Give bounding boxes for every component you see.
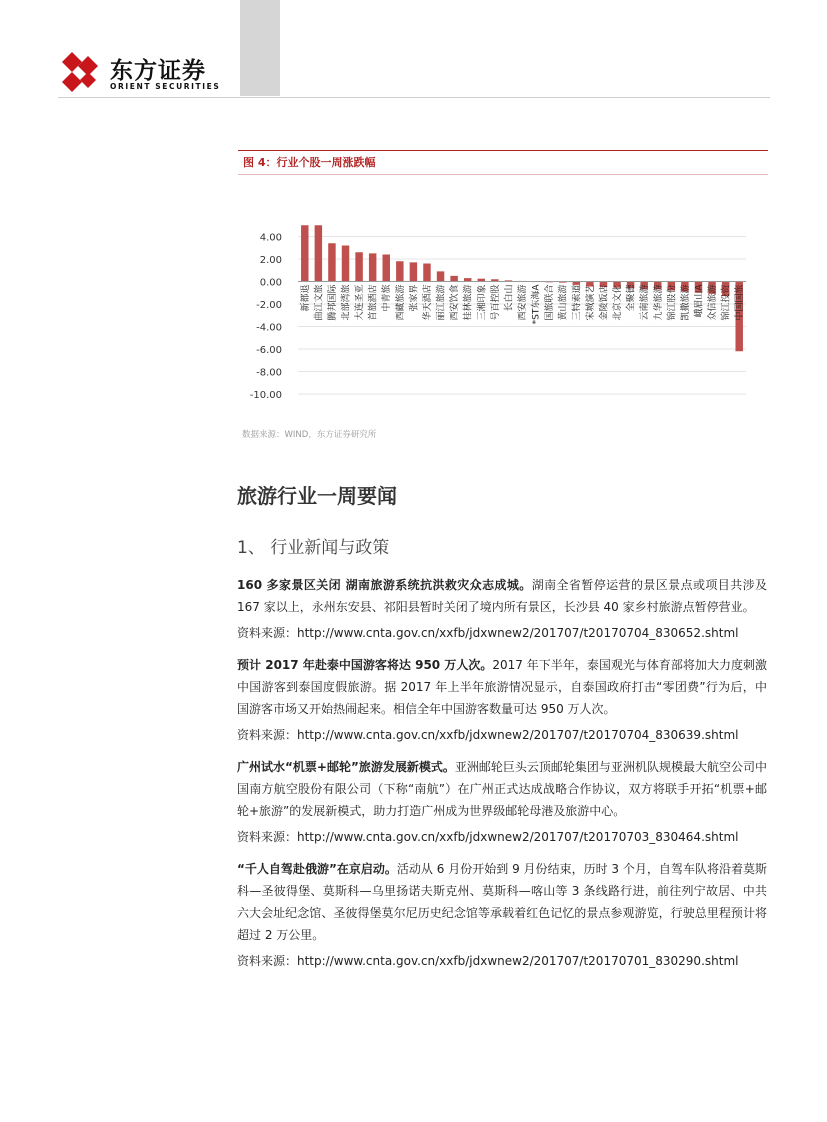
brand-logo xyxy=(58,50,228,100)
category-label: 新都退 xyxy=(300,284,311,312)
figure-title-rule xyxy=(238,174,768,175)
y-tick-label: 4.00 xyxy=(259,232,282,244)
bar xyxy=(369,253,376,281)
y-tick-label: 2.00 xyxy=(259,255,282,266)
bar xyxy=(423,264,430,282)
header-divider xyxy=(58,97,770,98)
bar xyxy=(464,278,471,281)
bar xyxy=(301,225,308,281)
category-label: 三湘印象 xyxy=(477,284,488,321)
bar xyxy=(396,261,403,281)
section-subtitle: 1、 行业新闻与政策 xyxy=(237,538,390,558)
category-label: 丽江旅游 xyxy=(436,284,447,321)
brand-name-en: ORIENT SECURITIES xyxy=(110,82,221,91)
news-source: 资料来源：http://www.cnta.gov.cn/xxfb/jdxwnew2/201707/t20170704_830652.shtml xyxy=(237,626,739,640)
category-label: 国旅联合 xyxy=(545,284,556,321)
figure-title: 图 4：行业个股一周涨跌幅 xyxy=(243,156,376,169)
category-label: 宋城演艺 xyxy=(585,284,596,321)
category-label: 西安饮食 xyxy=(450,284,461,321)
brand-name-zh: 东方证券 xyxy=(110,58,206,84)
category-label: 号百控股 xyxy=(490,284,501,321)
bar xyxy=(383,255,390,282)
category-label: 西藏旅游 xyxy=(395,284,406,321)
y-tick-label: -4.00 xyxy=(256,322,282,334)
news-item-2 xyxy=(237,654,767,720)
bar xyxy=(328,243,335,281)
category-label: 华天酒店 xyxy=(422,284,433,321)
orient-logo-icon xyxy=(58,50,106,94)
category-label: 腾邦国际 xyxy=(327,284,338,321)
category-label: 锦江股份 xyxy=(667,284,678,321)
chart-y-axis xyxy=(250,233,282,402)
category-label: 中国国旅 xyxy=(735,284,746,321)
category-label: 锦江投资 xyxy=(721,284,732,321)
news-item-3 xyxy=(237,756,767,822)
news-headline: 广州试水“机票+邮轮”旅游发展新模式。 xyxy=(237,760,455,774)
bar xyxy=(437,271,444,281)
news-list xyxy=(237,574,767,982)
category-label: 云南旅游 xyxy=(640,284,651,321)
news-source: 资料来源：http://www.cnta.gov.cn/xxfb/jdxwnew2/201707/t20170704_830639.shtml xyxy=(237,728,739,742)
category-label: *ST东海A xyxy=(531,284,542,325)
figure-top-rule xyxy=(238,150,768,151)
category-label: 曲江文旅 xyxy=(314,284,325,321)
news-body: 2017 年下半年，泰国观光与体育部将加大力度刺激中国游客到泰国度假旅游。据 2017 年上半年旅游情况显示，自泰国政府打击“零团费”行为后，中国游客市场又开始热闹起来。相信全年中国游客数量可达 950 万人次。 xyxy=(237,658,767,716)
bar xyxy=(355,252,362,281)
news-source: 资料来源：http://www.cnta.gov.cn/xxfb/jdxwnew2/201707/t20170703_830464.shtml xyxy=(237,830,739,844)
bar xyxy=(342,246,349,282)
bar xyxy=(573,282,580,285)
news-body: 活动从 6 月份开始到 9 月份结束，历时 3 个月，自驾车队将沿着莫斯科—圣彼得堡、莫斯科—乌里扬诺夫斯克州、莫斯科—喀山等 3 条线路行进，前往列宁故居、中共六大会址纪念馆、圣彼得堡莫尔尼历史纪念馆等承载着红色记忆的景点参观游览，行驶总里程预计将超过 2 万公里。 xyxy=(237,862,767,942)
news-headline: “千人自驾赴俄游”在京启动。 xyxy=(237,862,397,876)
news-body: 湖南全省暂停运营的景区景点或项目共涉及 167 家以上，永州东安县、祁阳县暂时关闭了境内所有景区，长沙县 40 家乡村旅游点暂停营业。 xyxy=(237,578,767,614)
bar xyxy=(315,225,322,281)
category-label: 张家界 xyxy=(409,284,420,312)
news-item-4 xyxy=(237,858,767,946)
news-body: 亚洲邮轮巨头云顶邮轮集团与亚洲机队规模最大航空公司中国南方航空股份有限公司（下称“南航”）在广州正式达成战略合作协议，双方将联手开拓“机票+邮轮+旅游”的发展新模式，助力打造广州成为世界级邮轮母港及旅游中心。 xyxy=(237,760,767,818)
category-label: 金陵饭店 xyxy=(599,284,610,321)
category-label: 大连圣亚 xyxy=(355,284,366,321)
category-label: 西安旅游 xyxy=(518,284,528,321)
y-tick-label: -6.00 xyxy=(256,345,282,356)
news-headline: 预计 2017 年赴泰中国游客将达 950 万人次。 xyxy=(237,658,493,672)
category-label: 北部湾旅 xyxy=(341,284,352,321)
category-label: 凯撒旅游 xyxy=(680,284,691,321)
category-label: 黄山旅游 xyxy=(558,284,569,321)
category-label: 桂林旅游 xyxy=(463,284,474,321)
bar xyxy=(450,276,457,282)
section-title: 旅游行业一周要闻 xyxy=(237,484,397,508)
category-label: 三特索道 xyxy=(572,284,583,321)
header-tab-decoration xyxy=(240,0,280,96)
y-tick-label: -2.00 xyxy=(256,300,282,311)
category-label: 九华旅游 xyxy=(653,284,664,321)
category-label: 众信旅游 xyxy=(708,284,719,321)
news-source: 资料来源：http://www.cnta.gov.cn/xxfb/jdxwnew2/201707/t20170701_830290.shtml xyxy=(237,954,739,968)
y-tick-label: -10.00 xyxy=(249,390,282,401)
news-item-1 xyxy=(237,574,767,618)
category-label: 首旅酒店 xyxy=(368,284,379,321)
news-headline: 160 多家景区关闭 湖南旅游系统抗洪救灾众志成城。 xyxy=(237,578,532,592)
category-label: 全聚德 xyxy=(626,284,637,312)
bar xyxy=(410,262,417,281)
category-label: 峨眉山A xyxy=(694,284,705,318)
category-label: 中青旅 xyxy=(382,284,393,312)
category-label: 长白山 xyxy=(504,284,515,312)
y-tick-label: -8.00 xyxy=(256,367,282,379)
figure-source: 数据来源：WIND，东方证券研究所 xyxy=(242,430,377,440)
stock-weekly-change-chart xyxy=(238,180,768,420)
y-tick-label: 0.00 xyxy=(259,277,282,289)
category-label: 北京文化 xyxy=(613,284,624,321)
